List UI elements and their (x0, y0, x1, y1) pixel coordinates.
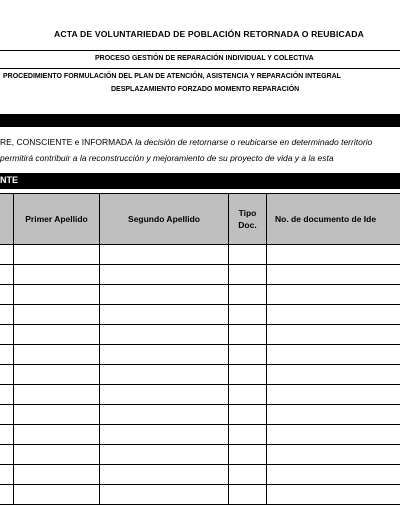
section-header (0, 173, 400, 189)
cell-number[interactable] (0, 385, 14, 405)
column-header-number (0, 194, 14, 245)
table-row (0, 405, 400, 425)
statement-text (0, 134, 400, 172)
cell-second-surname[interactable] (100, 465, 229, 485)
cell-doc-number[interactable] (267, 405, 400, 425)
table-row (0, 445, 400, 465)
cell-number[interactable] (0, 305, 14, 325)
document-title: ACTA DE VOLUNTARIEDAD DE POBLACIÓN RETORNADA O REUBICADA (54, 29, 364, 39)
statement-line-1-rest: la decisión de retornarse o reubicarse en determinado territorio (132, 137, 373, 147)
cell-first-surname[interactable] (14, 485, 100, 505)
procedure-line-1: PROCEDIMIENTO FORMULACIÓN DEL PLAN DE ATENCIÓN, ASISTENCIA Y REPARACIÓN INTEGRAL (3, 73, 341, 80)
cell-doc-type[interactable] (229, 465, 267, 485)
cell-second-surname[interactable] (100, 485, 229, 505)
statement-line-1 (0, 134, 372, 151)
cell-number[interactable] (0, 485, 14, 505)
cell-doc-number[interactable] (267, 465, 400, 485)
procedure-line-2: DESPLAZAMIENTO FORZADO MOMENTO REPARACIÓN (111, 86, 300, 93)
cell-doc-type[interactable] (229, 365, 267, 385)
cell-first-surname[interactable] (14, 445, 100, 465)
table-body (0, 245, 400, 505)
cell-first-surname[interactable] (14, 405, 100, 425)
cell-doc-type[interactable] (229, 245, 267, 265)
cell-second-surname[interactable] (100, 325, 229, 345)
cell-doc-type[interactable] (229, 485, 267, 505)
cell-doc-number[interactable] (267, 485, 400, 505)
statement-emphasis: RE, CONSCIENTE e INFORMADA (0, 137, 133, 147)
cell-first-surname[interactable] (14, 325, 100, 345)
doc-type-label: Tipo Doc. (238, 208, 257, 230)
column-header-doc-number: No. de documento de Ide (267, 194, 400, 245)
cell-doc-number[interactable] (267, 325, 400, 345)
cell-first-surname[interactable] (14, 305, 100, 325)
column-header-second-surname: Segundo Apellido (100, 194, 229, 245)
cell-first-surname[interactable] (14, 465, 100, 485)
table-row (0, 465, 400, 485)
cell-second-surname[interactable] (100, 265, 229, 285)
cell-number[interactable] (0, 365, 14, 385)
participants-table (0, 193, 400, 505)
column-header-doc-type (229, 194, 267, 245)
cell-first-surname[interactable] (14, 285, 100, 305)
cell-doc-type[interactable] (229, 425, 267, 445)
divider-bar (0, 114, 400, 127)
cell-second-surname[interactable] (100, 365, 229, 385)
cell-doc-type[interactable] (229, 345, 267, 365)
statement-line-2: permitirá contribuir a la reconstrucción y mejoramiento de su proyecto de vida y a la esta (0, 153, 334, 163)
cell-second-surname[interactable] (100, 285, 229, 305)
table-row (0, 385, 400, 405)
process-name: PROCESO GESTIÓN DE REPARACIÓN INDIVIDUAL Y COLECTIVA (95, 55, 314, 62)
cell-doc-number[interactable] (267, 265, 400, 285)
cell-doc-number[interactable] (267, 345, 400, 365)
cell-doc-number[interactable] (267, 305, 400, 325)
cell-second-surname[interactable] (100, 385, 229, 405)
cell-number[interactable] (0, 245, 14, 265)
cell-number[interactable] (0, 325, 14, 345)
cell-number[interactable] (0, 345, 14, 365)
cell-number[interactable] (0, 405, 14, 425)
cell-doc-type[interactable] (229, 285, 267, 305)
cell-second-surname[interactable] (100, 405, 229, 425)
cell-second-surname[interactable] (100, 445, 229, 465)
cell-first-surname[interactable] (14, 365, 100, 385)
title-row (0, 18, 400, 51)
cell-number[interactable] (0, 265, 14, 285)
cell-second-surname[interactable] (100, 305, 229, 325)
cell-first-surname[interactable] (14, 245, 100, 265)
table-row (0, 265, 400, 285)
cell-doc-number[interactable] (267, 445, 400, 465)
cell-doc-type[interactable] (229, 405, 267, 425)
table-row (0, 345, 400, 365)
table-header-row (0, 194, 400, 245)
table-row (0, 365, 400, 385)
cell-second-surname[interactable] (100, 245, 229, 265)
cell-second-surname[interactable] (100, 425, 229, 445)
cell-first-surname[interactable] (14, 385, 100, 405)
cell-second-surname[interactable] (100, 345, 229, 365)
cell-number[interactable] (0, 445, 14, 465)
cell-doc-number[interactable] (267, 365, 400, 385)
table-row (0, 485, 400, 505)
table-row (0, 325, 400, 345)
cell-doc-number[interactable] (267, 285, 400, 305)
section-label: NTE (0, 175, 18, 185)
table-row (0, 425, 400, 445)
cell-doc-type[interactable] (229, 325, 267, 345)
cell-doc-type[interactable] (229, 265, 267, 285)
cell-first-surname[interactable] (14, 425, 100, 445)
table-row (0, 245, 400, 265)
cell-number[interactable] (0, 285, 14, 305)
cell-doc-number[interactable] (267, 245, 400, 265)
cell-first-surname[interactable] (14, 345, 100, 365)
table-row (0, 285, 400, 305)
cell-number[interactable] (0, 465, 14, 485)
cell-doc-type[interactable] (229, 385, 267, 405)
cell-doc-type[interactable] (229, 445, 267, 465)
cell-doc-type[interactable] (229, 305, 267, 325)
table-row (0, 305, 400, 325)
cell-doc-number[interactable] (267, 385, 400, 405)
procedure-row (0, 69, 400, 99)
cell-doc-number[interactable] (267, 425, 400, 445)
column-header-first-surname: Primer Apellido (14, 194, 100, 245)
cell-number[interactable] (0, 425, 14, 445)
process-row (0, 51, 400, 69)
cell-first-surname[interactable] (14, 265, 100, 285)
